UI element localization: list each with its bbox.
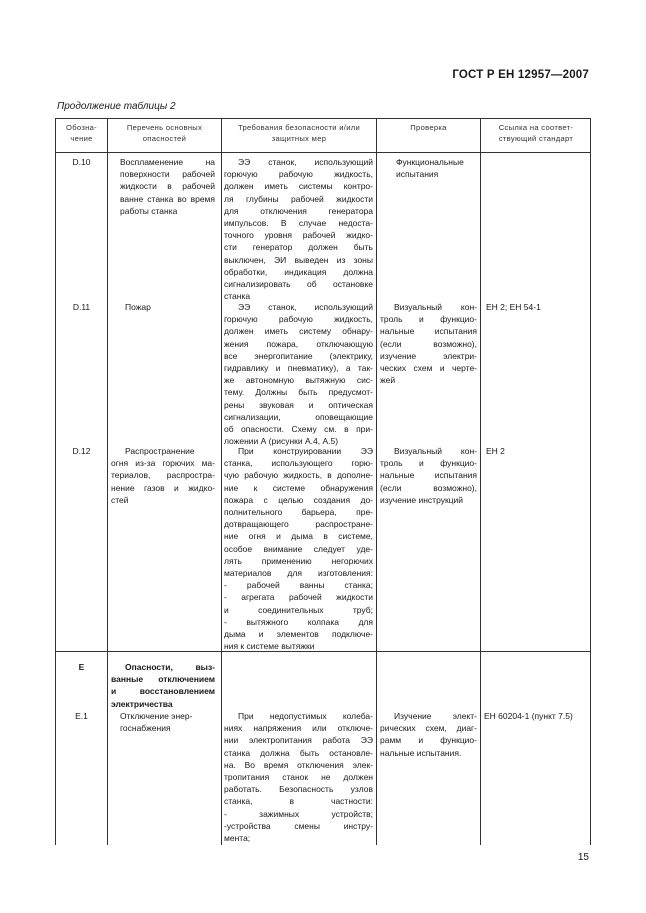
cell-line: изучение инструкций	[380, 494, 464, 505]
cell-line: ние огня и дыма в системе,	[224, 531, 373, 542]
cell-line: горючую рабочую жидкость,	[224, 169, 373, 180]
cell-line: изучение электри-	[380, 350, 477, 361]
row-reference	[484, 710, 590, 722]
row-code: D.11	[72, 302, 91, 312]
cell-line: работать. Безопасность узлов	[224, 784, 373, 795]
cell-line: и восстановлением	[111, 686, 215, 697]
column-divider	[376, 119, 377, 845]
section-code: Е	[78, 662, 85, 672]
page-number: 15	[577, 852, 589, 863]
cell-line: нальные испытания	[380, 470, 477, 481]
cell-line: нии электропитания работа ЭЭ	[224, 735, 373, 746]
cell-line: станка, в частности:	[224, 796, 373, 807]
cell-line: гидравлику и пневматику), а так-	[224, 363, 373, 374]
cell-line: материалов для изготовления:	[224, 568, 373, 579]
cell-line: должен иметь систему обнару-	[224, 326, 373, 337]
row-hazard	[120, 156, 215, 217]
cell-line: При конструировании ЭЭ	[238, 446, 373, 456]
cell-line: пожара с целью создания до-	[224, 494, 373, 505]
row-code: Е.1	[75, 711, 88, 721]
cell-line: чую рабочую жидкость, в дополне-	[224, 470, 373, 481]
cell-line: импульсов. В случае недоста-	[224, 218, 373, 229]
cell-line: выключен, ЭИ выведен из зоны	[224, 254, 373, 265]
row-verification	[396, 156, 478, 180]
cell-line: обработки, индикация должна	[224, 266, 373, 277]
cell-line: - агрегата рабочей жидкости	[224, 592, 373, 603]
cell-line: (если возможно),	[380, 482, 477, 493]
cell-line: работы станка	[120, 205, 178, 216]
row-reference	[486, 445, 590, 457]
cell-line: Пожар	[125, 302, 151, 312]
cell-line: госнабжения	[120, 723, 171, 734]
cell-line: - вытяжного колпака для	[224, 616, 373, 627]
cell-line: станка, использующего горю-	[224, 458, 373, 469]
cell-line: троль и функцио-	[380, 458, 477, 469]
row-hazard	[111, 445, 215, 506]
cell-line: должен иметь системы контро-	[224, 181, 373, 192]
cell-line: ЕН 60204-1 (пункт 7.5)	[484, 711, 573, 721]
cell-line: жения пожара, отключающую	[224, 338, 373, 349]
cell-line: на. Во время отключения элек-	[224, 759, 373, 770]
cell-line: Распространение	[125, 446, 195, 456]
row-requirements	[224, 156, 373, 302]
column-header-code: Обозна- чение	[66, 123, 97, 143]
cell-line: ческих схем и черте-	[380, 363, 477, 374]
cell-line: Визуальный кон-	[394, 302, 477, 312]
cell-line: для отключения генератора	[224, 205, 373, 216]
cell-line: рамм и функцио-	[380, 735, 477, 746]
cell-line: и соединительных труб;	[224, 604, 373, 615]
cell-line: Функциональные	[396, 157, 464, 167]
cell-line: дотвращающего распростране-	[224, 519, 373, 530]
cell-line: -устройства смены инстру-	[224, 820, 373, 831]
cell-line: ЕН 2	[486, 446, 505, 456]
cell-line: рических схем, диаг-	[380, 723, 477, 734]
cell-line: тему. Должны быть предусмот-	[224, 387, 373, 398]
cell-line: - зажимных устройств;	[224, 808, 373, 819]
cell-line: же автономную вытяжную сис-	[224, 375, 373, 386]
cell-line: (если возможно),	[380, 338, 477, 349]
cell-line: - рабочей ванны станка;	[224, 580, 373, 591]
cell-line: поверхности рабочей	[120, 169, 215, 180]
cell-line: полнительного барьера, пре-	[224, 507, 373, 518]
cell-line: ния к системе вытяжки	[224, 641, 315, 652]
cell-line: станка	[224, 291, 251, 302]
cell-line: ЕН 2; ЕН 54-1	[486, 302, 541, 312]
cell-line: мента;	[224, 833, 251, 844]
row-verification	[380, 710, 477, 759]
row-code: D.10	[72, 157, 91, 167]
cell-line: ля глубины рабочей жидкости	[224, 193, 373, 204]
row-requirements	[224, 445, 373, 652]
cell-line: нальные испытания	[380, 326, 477, 337]
cell-line: станка должна быть остановле-	[224, 747, 373, 758]
cell-line: сигнализировать об остановке	[224, 279, 373, 290]
row-verification	[380, 445, 477, 506]
header-divider	[56, 152, 590, 153]
cell-line: дыма и элементов подключе-	[224, 629, 373, 640]
row-requirements	[224, 301, 373, 447]
column-header-reference: Ссылка на соответ- ствующий стандарт	[498, 123, 574, 143]
column-header-hazards: Перечень основных опасностей	[126, 123, 203, 143]
cell-line: ванне станка во время	[120, 193, 215, 204]
column-divider	[221, 119, 222, 845]
column-header-verification: Проверка	[410, 123, 447, 132]
cell-line: ванные отключением	[111, 674, 215, 685]
row-requirements	[224, 710, 373, 844]
column-divider	[480, 119, 481, 845]
cell-line: стей	[111, 494, 129, 505]
cell-line: ЭЭ станок, использующий	[238, 302, 373, 312]
cell-line: испытания	[396, 169, 439, 180]
hazards-table	[55, 118, 591, 845]
cell-line: сигнализации, оповещающие	[224, 411, 373, 422]
row-reference	[486, 301, 590, 313]
row-hazard	[120, 710, 218, 734]
cell-line: ние к системе обнаружения	[224, 482, 373, 493]
cell-line: жей	[380, 375, 396, 386]
cell-line: горючую рабочую жидкость,	[224, 314, 373, 325]
cell-line: лять применению негорючих	[224, 555, 373, 566]
cell-line: Отключение энер-	[120, 711, 193, 721]
cell-line: электричества	[111, 698, 173, 709]
section-title	[111, 661, 215, 710]
cell-line: рены звуковая и оптическая	[224, 399, 373, 410]
cell-line: ниях напряжения или отключе-	[224, 723, 373, 734]
row-hazard	[125, 301, 220, 313]
cell-line: Опасности, выз-	[125, 662, 215, 672]
cell-line: нение газов и жидко-	[111, 482, 215, 493]
cell-line: троль и функцио-	[380, 314, 477, 325]
row-code: D.12	[72, 446, 91, 456]
cell-line: особое внимание следует уде-	[224, 543, 373, 554]
row-verification	[380, 301, 477, 386]
cell-line: ЭЭ станок, использующий	[238, 157, 373, 167]
column-divider	[107, 119, 108, 845]
cell-line: все энергопитание (электрику,	[224, 350, 373, 361]
cell-line: огня из-за горючих ма-	[111, 458, 215, 469]
cell-line: сти генератор должен быть	[224, 242, 373, 253]
cell-line: ложении А (рисунки А.4, А.5)	[224, 436, 339, 447]
column-header-requirements: Требования безопасности и/или защитных мер	[237, 123, 361, 143]
cell-line: нальные испытания.	[380, 747, 462, 758]
cell-line: жидкости в рабочей	[120, 181, 215, 192]
cell-line: Изучение элект-	[394, 711, 477, 721]
cell-line: Визуальный кон-	[394, 446, 477, 456]
cell-line: тропитания станок не должен	[224, 772, 373, 783]
cell-line: об опасности. Схему см. в при-	[224, 424, 373, 435]
cell-line: точного уровня рабочей жидко-	[224, 230, 373, 241]
cell-line: териалов, распростра-	[111, 470, 215, 481]
cell-line: При недопустимых колеба-	[238, 711, 373, 721]
standard-header: ГОСТ Р ЕН 12957—2007	[452, 69, 589, 81]
table-caption: Продолжение таблицы 2	[57, 101, 176, 112]
cell-line: Воспламенение на	[120, 157, 215, 167]
